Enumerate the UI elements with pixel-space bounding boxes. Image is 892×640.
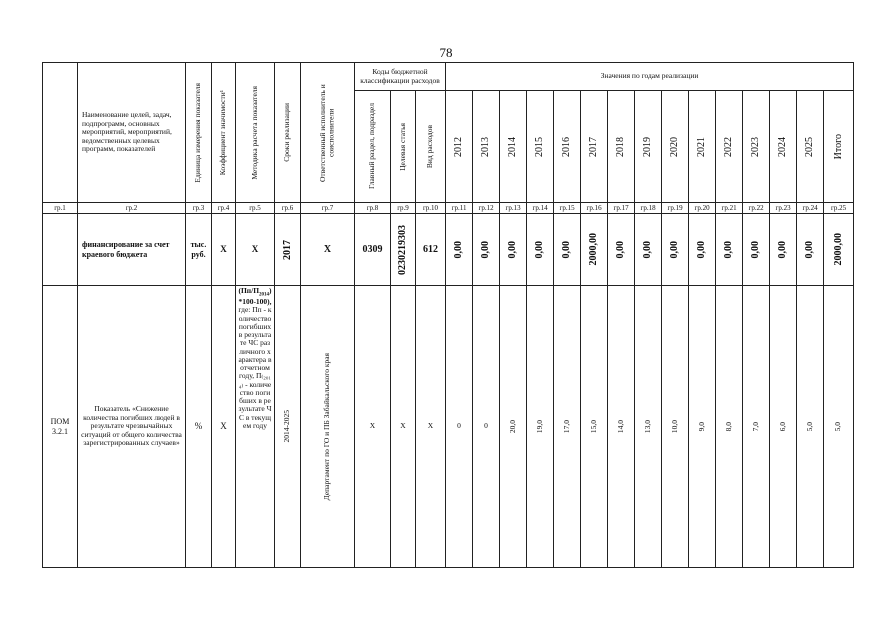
indicator-value: 20,0 — [500, 286, 527, 568]
finance-value: 0,00 — [473, 214, 500, 286]
finance-article: 0230219303 — [391, 214, 416, 286]
finance-coef: Х — [212, 214, 236, 286]
header-year: 2021 — [689, 91, 716, 203]
header-year: 2012 — [446, 91, 473, 203]
indicator-code: ПОМ 3.2.1 — [43, 286, 78, 568]
gr-label: гр.20 — [689, 203, 716, 214]
indicator-executor: Департамент по ГО и ПБ Забайкальского края — [301, 286, 355, 568]
header-year: 2016 — [554, 91, 581, 203]
header-year: 2022 — [716, 91, 743, 203]
header-code-type: Вид расходов — [416, 91, 446, 203]
finance-value: 0,00 — [770, 214, 797, 286]
gr-label: гр.3 — [186, 203, 212, 214]
indicator-value: 17,0 — [554, 286, 581, 568]
gr-label: гр.15 — [554, 203, 581, 214]
finance-executor: Х — [301, 214, 355, 286]
finance-value: 2000,00 — [581, 214, 608, 286]
finance-value: 0,00 — [743, 214, 770, 286]
header-total: Итого — [824, 91, 854, 203]
header-year: 2014 — [500, 91, 527, 203]
header-year: 2017 — [581, 91, 608, 203]
indicator-value: 19,0 — [527, 286, 554, 568]
finance-code — [43, 214, 78, 286]
header-values-group: Значения по годам реализации — [446, 63, 854, 91]
gr-label: гр.19 — [662, 203, 689, 214]
header-year: 2018 — [608, 91, 635, 203]
gr-label: гр.25 — [824, 203, 854, 214]
indicator-name: Показатель «Снижение количества погибших людей в результате чрезвычайных ситуаций от общего количества зарегистрированных случаев» — [78, 286, 186, 568]
header-code-cell — [43, 63, 78, 203]
finance-value: 0,00 — [716, 214, 743, 286]
gr-label: гр.11 — [446, 203, 473, 214]
header-method: Методика расчета показателя — [236, 63, 275, 203]
finance-value: 0,00 — [608, 214, 635, 286]
finance-value: 0,00 — [527, 214, 554, 286]
finance-period: 2017 — [275, 214, 301, 286]
indicator-total: 5,0 — [824, 286, 854, 568]
gr-label: гр.12 — [473, 203, 500, 214]
header-year: 2020 — [662, 91, 689, 203]
finance-type: 612 — [416, 214, 446, 286]
indicator-method: $(Пп/П_{2014})*100-100$), где: Пп - количество погибших в результате ЧС различного характера в отчетном году, П₍₂₀₁₄₎ - количество погибших в результате ЧС в текущем году — [236, 286, 275, 568]
header-year: 2023 — [743, 91, 770, 203]
indicator-article: Х — [391, 286, 416, 568]
header-codes-group: Коды бюджетной классификации расходов — [355, 63, 446, 91]
header-year: 2013 — [473, 91, 500, 203]
gr-label: гр.4 — [212, 203, 236, 214]
gr-label: гр.6 — [275, 203, 301, 214]
finance-method: Х — [236, 214, 275, 286]
indicator-value: 5,0 — [797, 286, 824, 568]
indicator-value: 0 — [473, 286, 500, 568]
indicator-value: 0 — [446, 286, 473, 568]
indicator-value: 8,0 — [716, 286, 743, 568]
indicator-value: 7,0 — [743, 286, 770, 568]
header-year: 2019 — [635, 91, 662, 203]
indicator-period: 2014-2025 — [275, 286, 301, 568]
gr-label: гр.22 — [743, 203, 770, 214]
indicator-type: Х — [416, 286, 446, 568]
finance-value: 0,00 — [689, 214, 716, 286]
page-number: 78 — [439, 45, 453, 60]
table-row-indicator — [43, 286, 854, 568]
indicator-value: 6,0 — [770, 286, 797, 568]
finance-name: финансирование за счет краевого бюджета — [78, 214, 186, 286]
header-year: 2015 — [527, 91, 554, 203]
gr-label: гр.5 — [236, 203, 275, 214]
finance-value: 0,00 — [446, 214, 473, 286]
gr-label: гр.8 — [355, 203, 391, 214]
gr-label: гр.7 — [301, 203, 355, 214]
indicator-value: 10,0 — [662, 286, 689, 568]
header-code-section: Главный раздел, подраздел — [355, 91, 391, 203]
header-executor: Ответственный исполнитель и соисполнители — [301, 63, 355, 203]
gr-label: гр.17 — [608, 203, 635, 214]
table-row-financing — [43, 214, 854, 286]
gr-label: гр.14 — [527, 203, 554, 214]
finance-value: 0,00 — [797, 214, 824, 286]
gr-label: гр.1 — [43, 203, 78, 214]
header-coef: Коэффициент значимости¹ — [212, 63, 236, 203]
indicator-unit: % — [186, 286, 212, 568]
gr-label: гр.16 — [581, 203, 608, 214]
gr-label: гр.18 — [635, 203, 662, 214]
header-year: 2024 — [770, 91, 797, 203]
indicator-value: 9,0 — [689, 286, 716, 568]
header-year: 2025 — [797, 91, 824, 203]
indicator-section: Х — [355, 286, 391, 568]
indicator-value: 14,0 — [608, 286, 635, 568]
header-period: Сроки реализации — [275, 63, 301, 203]
indicator-value: 13,0 — [635, 286, 662, 568]
header-code-article: Целевая статья — [391, 91, 416, 203]
gr-label: гр.9 — [391, 203, 416, 214]
indicator-value: 15,0 — [581, 286, 608, 568]
finance-value: 0,00 — [635, 214, 662, 286]
finance-section: 0309 — [355, 214, 391, 286]
gr-label: гр.13 — [500, 203, 527, 214]
indicator-coef: Х — [212, 286, 236, 568]
finance-value: 0,00 — [500, 214, 527, 286]
gr-label: гр.2 — [78, 203, 186, 214]
header-name: Наименование целей, задач, подпрограмм, основных мероприятий, мероприятий, ведомственных целевых программ, показателей — [78, 63, 186, 203]
gr-label: гр.10 — [416, 203, 446, 214]
gr-label: гр.23 — [770, 203, 797, 214]
gr-label: гр.24 — [797, 203, 824, 214]
finance-value: 0,00 — [554, 214, 581, 286]
finance-value: 0,00 — [662, 214, 689, 286]
indicator-table — [42, 62, 854, 568]
gr-label: гр.21 — [716, 203, 743, 214]
finance-total: 2000,00 — [824, 214, 854, 286]
header-unit: Единица измерения показателя — [186, 63, 212, 203]
finance-unit: тыс. руб. — [186, 214, 212, 286]
